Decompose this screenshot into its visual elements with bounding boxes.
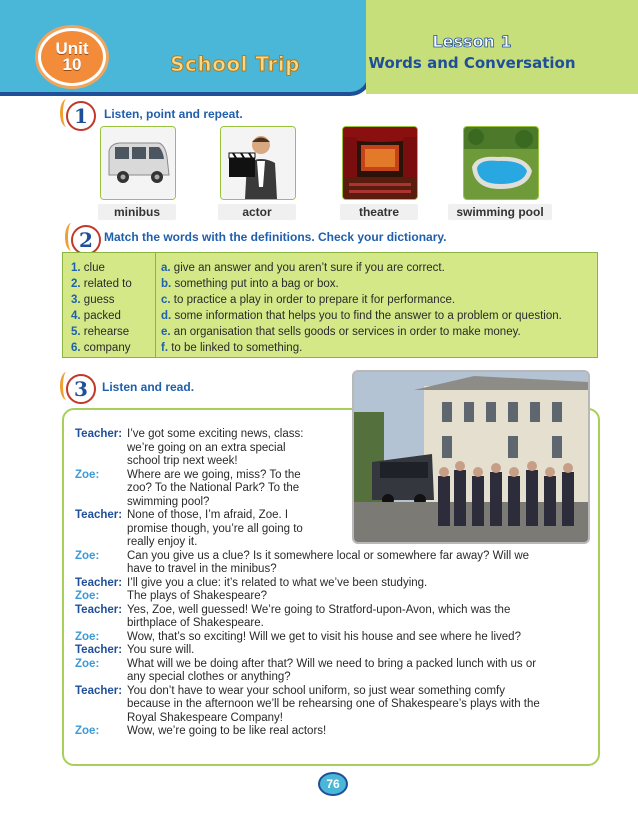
unit-badge [38, 28, 106, 86]
speaker-label: Zoe: [75, 590, 100, 602]
lesson-subtitle: Words and Conversation [368, 54, 576, 72]
theatre-picture [342, 126, 418, 200]
school-trip-photo-icon [354, 372, 588, 542]
speaker-label: Teacher: [75, 684, 123, 697]
word-label-theatre: theatre [340, 204, 418, 220]
dialogue-line: None of those, I’m afraid, Zoe. I [127, 509, 289, 521]
unit-label: Unit [55, 39, 89, 58]
match-word: 6. company [71, 342, 131, 354]
unit-number: 10 [62, 55, 82, 74]
speaker-label: Zoe: [75, 549, 100, 562]
match-word: 4. packed [71, 310, 121, 322]
speaker-label: Zoe: [75, 630, 100, 643]
dialogue-line: Royal Shakespeare Company! [127, 711, 283, 724]
word-label-swimming-pool: swimming pool [448, 204, 552, 220]
match-definition: e. an organisation that sells goods or services in order to make money. [161, 326, 521, 338]
swimming-pool-picture [463, 126, 539, 200]
dialogue-line: promise though, you’re all going to [127, 522, 303, 535]
speaker-label: Zoe: [75, 725, 100, 737]
section-1-number: 1 [66, 101, 96, 131]
dialogue-line: You don’t have to wear your school uniform, so just wear something comfy [127, 684, 505, 697]
dialogue-line: swimming pool? [127, 495, 210, 508]
section-3-instruction: Listen and read. [102, 380, 195, 394]
dialogue-line: The plays of Shakespeare? [127, 590, 268, 602]
dialogue-line: zoo? To the National Park? To the [127, 482, 300, 494]
dialogue-line: birthplace of Shakespeare. [127, 617, 264, 629]
speaker-label: Teacher: [75, 576, 123, 589]
match-definition: c. to practice a play in order to prepare it for performance. [161, 294, 456, 306]
speaker-label: Teacher: [75, 428, 123, 440]
dialogue-line: have to travel in the minibus? [127, 563, 277, 575]
dialogue-line: really enjoy it. [127, 536, 198, 548]
word-label-minibus: minibus [98, 204, 176, 220]
dialogue-line: Yes, Zoe, well guessed! We’re going to Stratford-upon-Avon, which was the [127, 603, 511, 616]
match-definition: d. some information that helps you to find the answer to a problem or question. [161, 310, 562, 322]
match-word: 1. clue [71, 262, 105, 274]
theatre-icon [343, 127, 417, 199]
speaker-label: Zoe: [75, 657, 100, 670]
dialogue-line: What will we be doing after that? Will we need to bring a packed lunch with us or [127, 657, 537, 670]
unit-title: School Trip [170, 52, 300, 76]
match-definition: b. something put into a bag or box. [161, 278, 339, 290]
actor-picture [220, 126, 296, 200]
page-number: 76 [318, 772, 348, 796]
dialogue-line: I’ve got some exciting news, class: [127, 428, 304, 440]
dialogue-line: You sure will. [127, 644, 195, 656]
match-word: 5. rehearse [71, 326, 130, 338]
minibus-picture [100, 126, 176, 200]
swimming-pool-icon [464, 127, 538, 199]
dialogue-line: we’re going on an extra special [127, 441, 286, 454]
dialogue-line: Can you give us a clue? Is it somewhere local or somewhere far away? Will we [127, 549, 530, 562]
dialogue-line: Wow, that’s so exciting! Will we get to visit his house and see where he lived? [127, 630, 521, 643]
actor-icon [221, 127, 295, 199]
dialogue-line: because in the afternoon we’ll be rehearsing one of Shakespeare’s plays with the [127, 698, 540, 710]
school-trip-photo [352, 370, 590, 544]
matching-table [62, 252, 598, 358]
speaker-label: Teacher: [75, 603, 123, 616]
section-1-instruction: Listen, point and repeat. [104, 107, 243, 121]
section-2-number: 2 [71, 225, 101, 255]
dialogue-line: any special clothes or anything? [127, 671, 291, 683]
matching-divider [155, 253, 156, 357]
match-word: 3. guess [71, 294, 115, 306]
lesson-title: Lesson 1 [432, 32, 512, 51]
dialogue-line: I’ll give you a clue: it’s related to what we’ve been studying. [127, 576, 428, 589]
speaker-label: Teacher: [75, 509, 123, 521]
dialogue-line: Where are we going, miss? To the [127, 468, 301, 481]
minibus-icon [101, 127, 175, 199]
section-2-instruction: Match the words with the definitions. Check your dictionary. [104, 230, 447, 244]
match-word: 2. related to [71, 278, 132, 290]
word-label-actor: actor [218, 204, 296, 220]
speaker-label: Zoe: [75, 468, 100, 481]
match-definition: f. to be linked to something. [161, 342, 303, 354]
section-3-number: 3 [66, 374, 96, 404]
dialogue-line: Wow, we’re going to be like real actors! [127, 725, 327, 737]
dialogue-line: school trip next week! [127, 455, 238, 467]
match-definition: a. give an answer and you aren’t sure if you are correct. [161, 262, 445, 274]
speaker-label: Teacher: [75, 644, 123, 656]
